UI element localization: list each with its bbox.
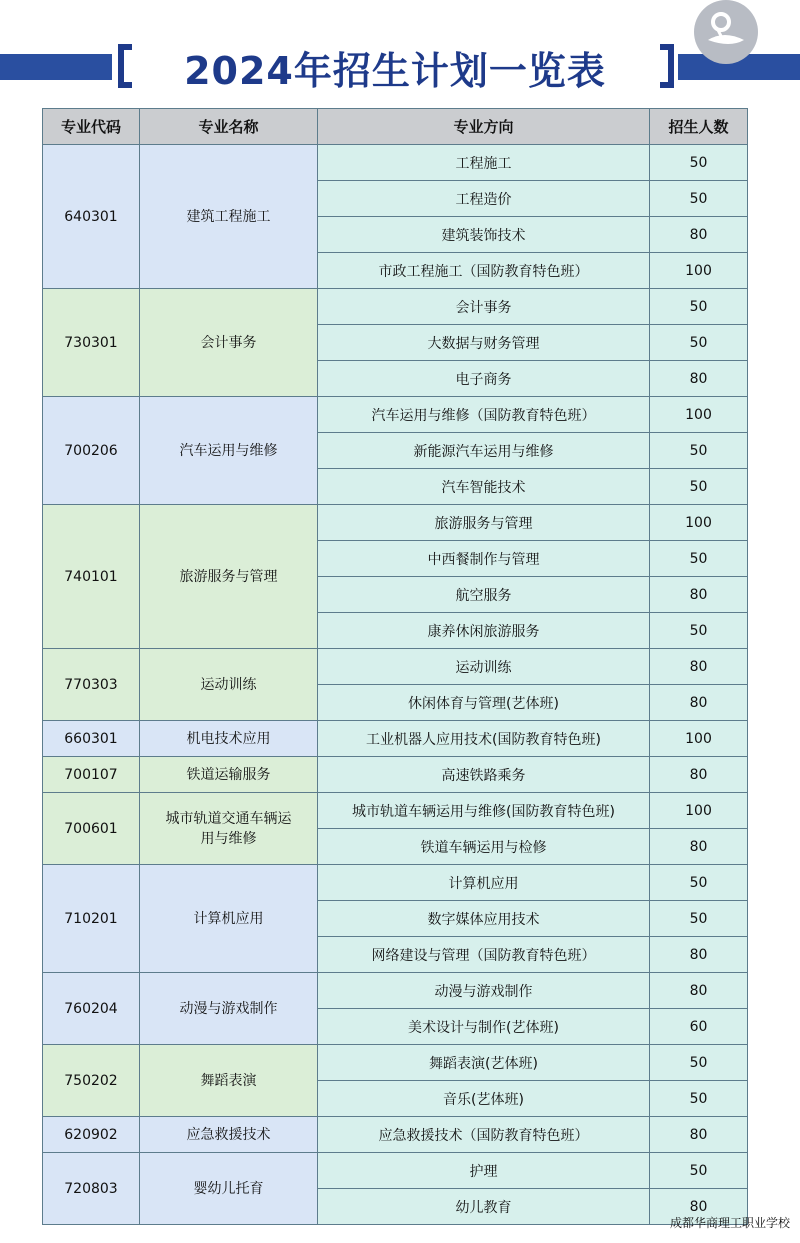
major-code-cell: 700601 bbox=[43, 793, 140, 865]
major-name-cell: 运动训练 bbox=[140, 649, 318, 721]
enrollment-count-cell: 50 bbox=[650, 901, 748, 937]
major-code-cell: 720803 bbox=[43, 1153, 140, 1225]
major-name-cell: 应急救援技术 bbox=[140, 1117, 318, 1153]
major-code-cell: 770303 bbox=[43, 649, 140, 721]
enrollment-count-cell: 50 bbox=[650, 325, 748, 361]
school-logo bbox=[694, 0, 758, 64]
enrollment-count-cell: 100 bbox=[650, 793, 748, 829]
enrollment-count-cell: 100 bbox=[650, 253, 748, 289]
direction-cell: 新能源汽车运用与维修 bbox=[318, 433, 650, 469]
enrollment-count-cell: 50 bbox=[650, 289, 748, 325]
enrollment-plan-table bbox=[42, 108, 748, 1225]
direction-cell: 中西餐制作与管理 bbox=[318, 541, 650, 577]
major-code-cell: 750202 bbox=[43, 1045, 140, 1117]
enrollment-count-cell: 50 bbox=[650, 1153, 748, 1189]
major-name-cell: 铁道运输服务 bbox=[140, 757, 318, 793]
major-code-cell: 660301 bbox=[43, 721, 140, 757]
enrollment-count-cell: 80 bbox=[650, 217, 748, 253]
header-direction: 专业方向 bbox=[318, 109, 650, 145]
major-name-cell: 旅游服务与管理 bbox=[140, 505, 318, 649]
major-code-cell: 740101 bbox=[43, 505, 140, 649]
enrollment-count-cell: 50 bbox=[650, 541, 748, 577]
table-row bbox=[43, 145, 748, 181]
table-row bbox=[43, 1045, 748, 1081]
major-code-cell: 620902 bbox=[43, 1117, 140, 1153]
direction-cell: 工业机器人应用技术(国防教育特色班) bbox=[318, 721, 650, 757]
direction-cell: 护理 bbox=[318, 1153, 650, 1189]
direction-cell: 电子商务 bbox=[318, 361, 650, 397]
major-code-cell: 760204 bbox=[43, 973, 140, 1045]
table-row bbox=[43, 397, 748, 433]
major-name-cell: 计算机应用 bbox=[140, 865, 318, 973]
direction-cell: 会计事务 bbox=[318, 289, 650, 325]
enrollment-count-cell: 50 bbox=[650, 181, 748, 217]
header-enrollment-count: 招生人数 bbox=[650, 109, 748, 145]
table-row bbox=[43, 289, 748, 325]
table-row bbox=[43, 973, 748, 1009]
enrollment-count-cell: 50 bbox=[650, 1081, 748, 1117]
major-name-cell: 建筑工程施工 bbox=[140, 145, 318, 289]
direction-cell: 计算机应用 bbox=[318, 865, 650, 901]
enrollment-count-cell: 80 bbox=[650, 649, 748, 685]
school-name-footer: 成都华商理工职业学校 bbox=[669, 1216, 790, 1230]
school-logo-icon bbox=[694, 0, 758, 64]
direction-cell: 应急救援技术（国防教育特色班） bbox=[318, 1117, 650, 1153]
direction-cell: 幼儿教育 bbox=[318, 1189, 650, 1225]
header-code: 专业代码 bbox=[43, 109, 140, 145]
enrollment-count-cell: 50 bbox=[650, 433, 748, 469]
direction-cell: 航空服务 bbox=[318, 577, 650, 613]
major-code-cell: 710201 bbox=[43, 865, 140, 973]
major-name-cell: 舞蹈表演 bbox=[140, 1045, 318, 1117]
header-major-name: 专业名称 bbox=[140, 109, 318, 145]
enrollment-count-cell: 50 bbox=[650, 613, 748, 649]
table-row bbox=[43, 721, 748, 757]
major-code-cell: 700206 bbox=[43, 397, 140, 505]
direction-cell: 美术设计与制作(艺体班) bbox=[318, 1009, 650, 1045]
major-code-cell: 730301 bbox=[43, 289, 140, 397]
enrollment-count-cell: 80 bbox=[650, 685, 748, 721]
table-body bbox=[43, 145, 748, 1225]
enrollment-count-cell: 80 bbox=[650, 1117, 748, 1153]
table-row bbox=[43, 757, 748, 793]
major-name-cell: 动漫与游戏制作 bbox=[140, 973, 318, 1045]
direction-cell: 运动训练 bbox=[318, 649, 650, 685]
major-name-cell: 会计事务 bbox=[140, 289, 318, 397]
direction-cell: 康养休闲旅游服务 bbox=[318, 613, 650, 649]
page-header bbox=[0, 0, 800, 105]
enrollment-count-cell: 80 bbox=[650, 361, 748, 397]
table-row bbox=[43, 1117, 748, 1153]
direction-cell: 铁道车辆运用与检修 bbox=[318, 829, 650, 865]
enrollment-count-cell: 60 bbox=[650, 1009, 748, 1045]
enrollment-count-cell: 80 bbox=[650, 937, 748, 973]
direction-cell: 动漫与游戏制作 bbox=[318, 973, 650, 1009]
table-row bbox=[43, 865, 748, 901]
direction-cell: 市政工程施工（国防教育特色班） bbox=[318, 253, 650, 289]
direction-cell: 大数据与财务管理 bbox=[318, 325, 650, 361]
direction-cell: 旅游服务与管理 bbox=[318, 505, 650, 541]
enrollment-count-cell: 50 bbox=[650, 865, 748, 901]
table-row bbox=[43, 793, 748, 829]
direction-cell: 数字媒体应用技术 bbox=[318, 901, 650, 937]
major-name-cell: 汽车运用与维修 bbox=[140, 397, 318, 505]
enrollment-count-cell: 50 bbox=[650, 1045, 748, 1081]
direction-cell: 音乐(艺体班) bbox=[318, 1081, 650, 1117]
direction-cell: 网络建设与管理（国防教育特色班） bbox=[318, 937, 650, 973]
major-name-cell: 机电技术应用 bbox=[140, 721, 318, 757]
enrollment-count-cell: 50 bbox=[650, 469, 748, 505]
major-name-cell: 城市轨道交通车辆运用与维修 bbox=[140, 793, 318, 865]
direction-cell: 汽车智能技术 bbox=[318, 469, 650, 505]
table-header-row bbox=[43, 109, 748, 145]
table-row bbox=[43, 505, 748, 541]
major-code-cell: 700107 bbox=[43, 757, 140, 793]
major-code-cell: 640301 bbox=[43, 145, 140, 289]
enrollment-count-cell: 80 bbox=[650, 577, 748, 613]
enrollment-count-cell: 100 bbox=[650, 397, 748, 433]
direction-cell: 城市轨道车辆运用与维修(国防教育特色班) bbox=[318, 793, 650, 829]
table-row bbox=[43, 1153, 748, 1189]
enrollment-count-cell: 100 bbox=[650, 721, 748, 757]
direction-cell: 高速铁路乘务 bbox=[318, 757, 650, 793]
direction-cell: 舞蹈表演(艺体班) bbox=[318, 1045, 650, 1081]
major-name-cell: 婴幼儿托育 bbox=[140, 1153, 318, 1225]
table-row bbox=[43, 649, 748, 685]
direction-cell: 工程施工 bbox=[318, 145, 650, 181]
enrollment-count-cell: 80 bbox=[650, 829, 748, 865]
enrollment-count-cell: 50 bbox=[650, 145, 748, 181]
direction-cell: 工程造价 bbox=[318, 181, 650, 217]
enrollment-count-cell: 80 bbox=[650, 973, 748, 1009]
direction-cell: 建筑装饰技术 bbox=[318, 217, 650, 253]
page-title: 2024年招生计划一览表 bbox=[184, 48, 606, 93]
enrollment-count-cell: 80 bbox=[650, 757, 748, 793]
enrollment-count-cell: 80 bbox=[650, 1189, 748, 1225]
direction-cell: 汽车运用与维修（国防教育特色班） bbox=[318, 397, 650, 433]
direction-cell: 休闲体育与管理(艺体班) bbox=[318, 685, 650, 721]
enrollment-count-cell: 100 bbox=[650, 505, 748, 541]
